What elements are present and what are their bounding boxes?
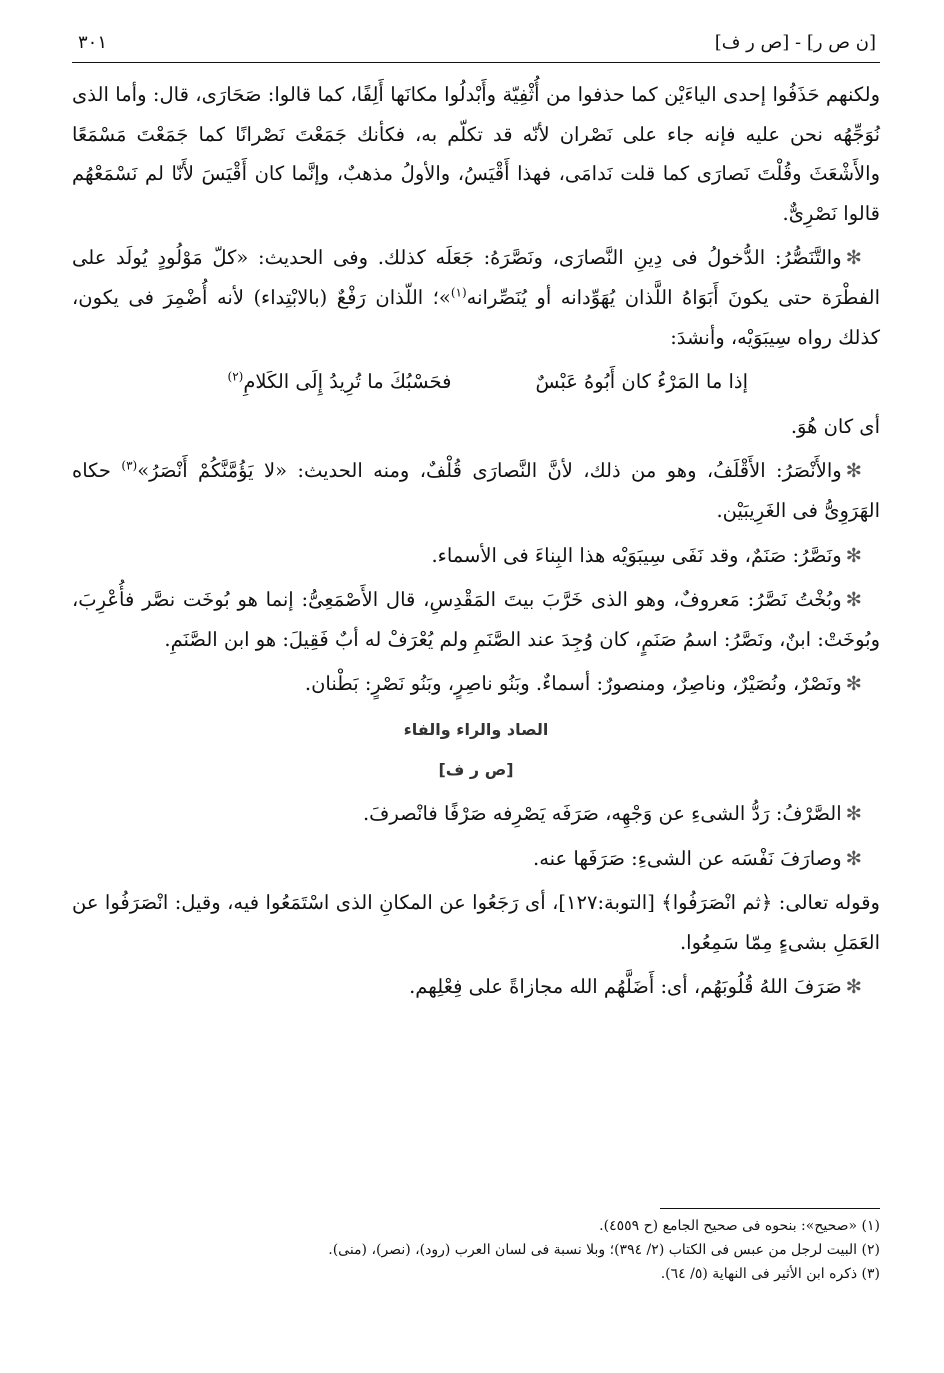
header-roots: [ن ص ر] - [ص ر ف]	[714, 32, 876, 53]
entry-nassar	[72, 536, 880, 576]
dictionary-page	[72, 28, 880, 1348]
footnote-ref-1[interactable]: (١)	[450, 285, 467, 300]
entry-names-text: ونَصْرٌ، ونُصَيْرٌ، وناصِرٌ، ومنصورٌ: أسماءٌ. وبَنُو ناصِرٍ، وبَنُو نَصْرٍ: بَطْنان.	[304, 672, 842, 696]
entry-sarf	[72, 794, 880, 834]
after-verse-note: أى كان هُوَ.	[790, 414, 880, 438]
entry-ansur-text2: حكاه الهَرَوِىُّ فى الغَرِيبَيْن.	[72, 459, 880, 522]
entry-bukht-nassar	[72, 580, 880, 659]
footnote-divider	[660, 1208, 880, 1209]
entry-names	[72, 664, 880, 704]
page-header	[72, 28, 880, 63]
entry-sarafa-nafsah	[72, 839, 880, 879]
entry-bukht-text: وبُخْتُ نَصَّرُ: مَعروفٌ، وهو الذى خَرَّبَ بيتَ المَقْدِسِ، قال الأَصْمَعِىُّ: إنما هو بُوخَت نصَّر فأُعْرِبَ، وبُوخَتْ: ابنٌ، ونَصَّرُ: اسمُ صَنَمٍ، كان وُجِدَ عند الصَّنَمِ ولم يُعْرَفْ له أبٌ فَقِيلَ: هو ابن الصَّنَمِ.	[72, 588, 880, 651]
footnote-3: (٣) ذكره ابن الأثير فى النهاية (٥/ ٦٤).	[660, 1266, 880, 1282]
entry-quran-verse: وقوله تعالى: ﴿ثم انْصَرَفُوا﴾ [التوبة:١٢٧]، أى رَجَعُوا عن المكانِ الذى اسْتَمَعُوا فيه، وقيل: انْصَرَفُوا عن العَمَلِ بشىءٍ مِمّا سَمِعُوا.	[72, 891, 880, 954]
entry-ansur-text: والأَنْصَرُ: الأَقْلَفُ، وهو من ذلك، لأنَّ النَّصارَى قُلْفٌ، ومنه الحديث: «لا يَؤُمَّنَّكُمْ أَنْصَرُ»	[137, 459, 842, 483]
entry-star-icon: ✻	[845, 801, 862, 825]
entry-tanassur-text: والتَّنَصُّرُ: الدُّخولُ فى دِينِ النَّصارَى، ونَصَّرَهُ: جَعَلَه كذلك. وفى الحديث: «كلّ مَوْلُودٍ يُولَد على الفطْرَة حتى يكونَ أَبَوَاهُ اللَّذان يُهَوِّدانه أو يُنَصِّرانه	[72, 246, 881, 309]
footnotes	[72, 1214, 880, 1286]
entry-star-icon: ✻	[845, 975, 862, 999]
footnote-ref-3[interactable]: (٣)	[121, 458, 138, 473]
page-number: ٣٠١	[78, 32, 108, 53]
footnote-ref-2[interactable]: (٢)	[227, 369, 244, 384]
entry-star-icon: ✻	[845, 246, 862, 270]
entry-sarafa-allah-text: صَرَفَ اللهُ قُلُوبَهُم، أى: أَضَلَّهُم الله مجازاةً على فِعْلِهم.	[409, 975, 842, 999]
entry-ansur	[72, 451, 880, 530]
entry-sarf-text: الصَّرْفُ: رَدُّ الشىءِ عن وَجْهِه، صَرَفَه يَصْرِفه صَرْفًا فانْصرفَ.	[362, 801, 842, 825]
entry-tanassur	[72, 238, 880, 357]
verse-hemistich-2	[228, 362, 452, 402]
entry-tanassur-text2: »؛ اللّذان رَفْعٌ (بالابْتِداء) لأنه أُضْمِرَ فى يكون، كذلك رواه سِيبَوَيْه، وأنشدَ:	[72, 285, 880, 349]
verse-hemistich-1: إذا ما المَرْءُ كان أَبُوهُ عَبْسٌ	[535, 370, 748, 394]
footnote-2: (٢) البيت لرجل من عبس فى الكتاب (٢/ ٣٩٤)؛ وبلا نسبة فى لسان العرب (رود)، (نصر)، (منى).	[328, 1242, 880, 1258]
entry-star-icon: ✻	[845, 459, 862, 483]
root-title: [ص ر ف]	[438, 759, 514, 779]
entry-star-icon: ✻	[845, 846, 862, 870]
entry-sarafa-allah	[72, 967, 880, 1007]
section-title: الصاد والراء والفاء	[403, 719, 549, 739]
entry-nassar-text: ونَصَّرُ: صَنَمٌ، وقد نَفَى سِيبَوَيْه هذا البِناءَ فى الأسماء.	[431, 543, 842, 567]
verse-hemistich-2-text: فحَسْبُكَ ما تُرِيدُ إِلَى الكَلامِ	[243, 370, 452, 394]
entry-star-icon: ✻	[845, 588, 862, 612]
entry-sarafa-text: وصارَفَ نَفْسَه عن الشىءِ: صَرَفَها عنه.	[533, 846, 842, 870]
paragraph-continuation: ولكنهم حَذَفُوا إحدى الياءَيْن كما حذفوا من أُثْفِيّة وأَبْدلُوا مكانَها أَلِفًا، كما قالوا: صَحَارَى، قال: وأما الذى نُوَجِّهُه نحن عليه فإنه جاء على نَصْران لأنّه قد تكلّم به، فكأنك جَمَعْتَ نَصْرانًا كما جَمَعْتَ مَسْمَعًا والأَشْعَثَ وقُلْتَ نَصارَى كما قلت نَدامَى، فهذا أَقْيَسُ، والأولُ مذهبٌ، وإنَّما كان أَقْيَسَ لأَنّا لم نَسْمَعْهُم قالوا نَصْرِىٌّ.	[72, 83, 880, 225]
footnote-1: (١) «صحيح»: بنحوه فى صحيح الجامع (ح ٤٥٥٩).	[599, 1218, 880, 1234]
entry-star-icon: ✻	[845, 543, 862, 567]
entry-star-icon: ✻	[845, 672, 862, 696]
page-body	[72, 63, 880, 1007]
poetry-verse	[72, 362, 880, 402]
